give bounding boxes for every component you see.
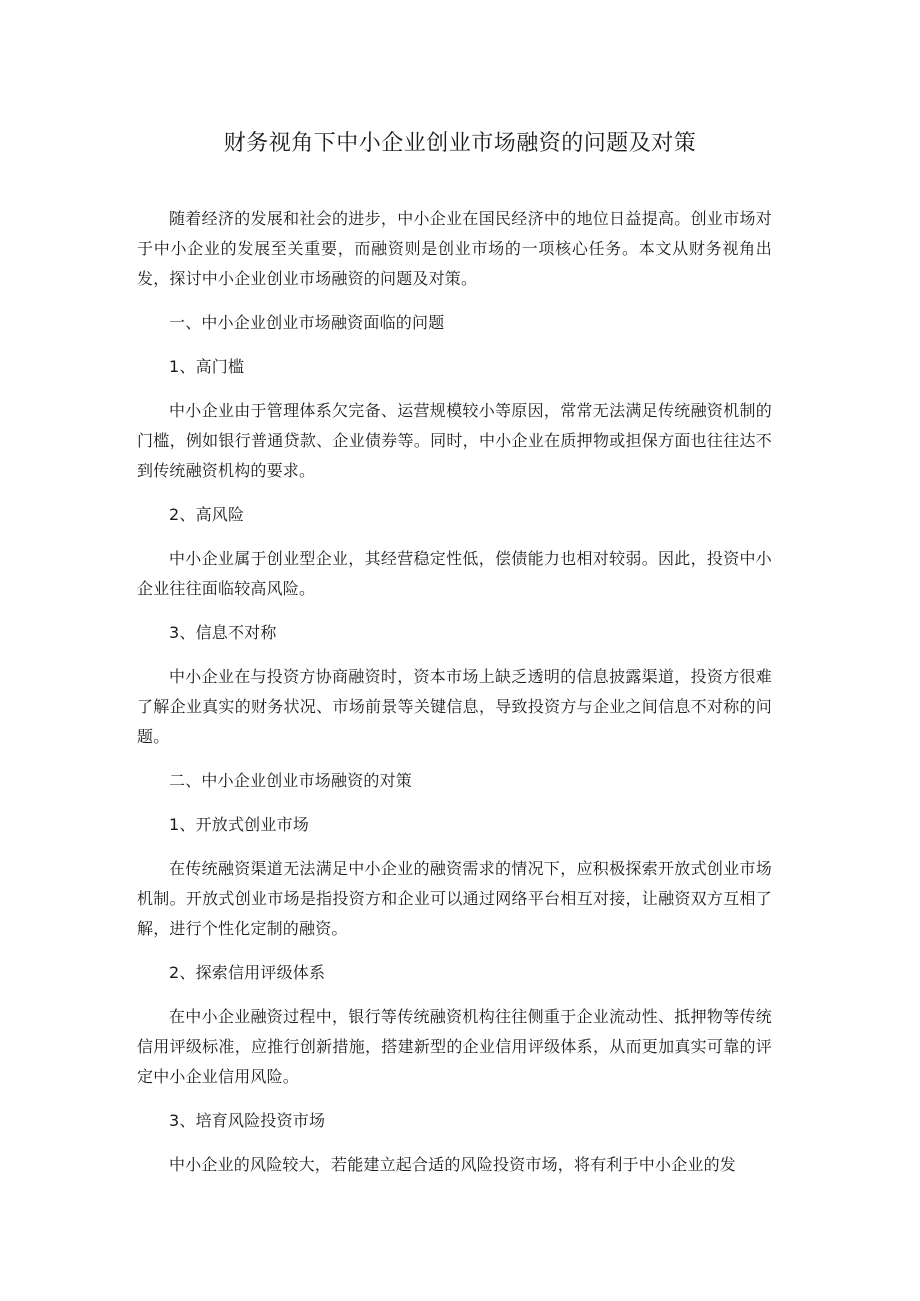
intro-paragraph: 随着经济的发展和社会的进步，中小企业在国民经济中的地位日益提高。创业市场对于中小企业的发展至关重要，而融资则是创业市场的一项核心任务。本文从财务视角出发，探讨中小企业创业市场融资的问题及对策。 <box>137 209 772 288</box>
document-title: 财务视角下中小企业创业市场融资的问题及对策 <box>223 131 697 156</box>
paragraph-info-asymmetry: 中小企业在与投资方协商融资时，资本市场上缺乏透明的信息披露渠道，投资方很难了解企业真实的财务状况、市场前景等关键信息，导致投资方与企业之间信息不对称的问题。 <box>137 667 772 746</box>
paragraph-open-market: 在传统融资渠道无法满足中小企业的融资需求的情况下，应积极探索开放式创业市场机制。开放式创业市场是指投资方和企业可以通过网络平台相互对接，让融资双方互相了解，进行个性化定制的融资。 <box>137 859 772 938</box>
subheading-high-risk: 2、高风险 <box>169 505 245 524</box>
subheading-credit-rating: 2、探索信用评级体系 <box>169 963 326 982</box>
paragraph-high-threshold: 中小企业由于管理体系欠完备、运营规模较小等原因，常常无法满足传统融资机制的门槛，例如银行普通贷款、企业债券等。同时，中小企业在质押物或担保方面也往往达不到传统融资机构的要求。 <box>137 401 772 480</box>
subheading-high-threshold: 1、高门槛 <box>169 357 245 376</box>
section-heading-countermeasures: 二、中小企业创业市场融资的对策 <box>169 771 413 790</box>
paragraph-venture-capital: 中小企业的风险较大，若能建立起合适的风险投资市场，将有利于中小企业的发 <box>169 1155 737 1174</box>
subheading-info-asymmetry: 3、信息不对称 <box>169 623 277 642</box>
subheading-open-market: 1、开放式创业市场 <box>169 815 309 834</box>
paragraph-credit-rating: 在中小企业融资过程中，银行等传统融资机构往往侧重于企业流动性、抵押物等传统信用评级标准，应推行创新措施，搭建新型的企业信用评级体系，从而更加真实可靠的评定中小企业信用风险。 <box>137 1007 772 1086</box>
document-body <box>137 204 772 1194</box>
paragraph-high-risk: 中小企业属于创业型企业，其经营稳定性低，偿债能力也相对较弱。因此，投资中小企业往往面临较高风险。 <box>137 549 772 598</box>
section-heading-problems: 一、中小企业创业市场融资面临的问题 <box>169 313 445 332</box>
subheading-venture-capital: 3、培育风险投资市场 <box>169 1111 326 1130</box>
